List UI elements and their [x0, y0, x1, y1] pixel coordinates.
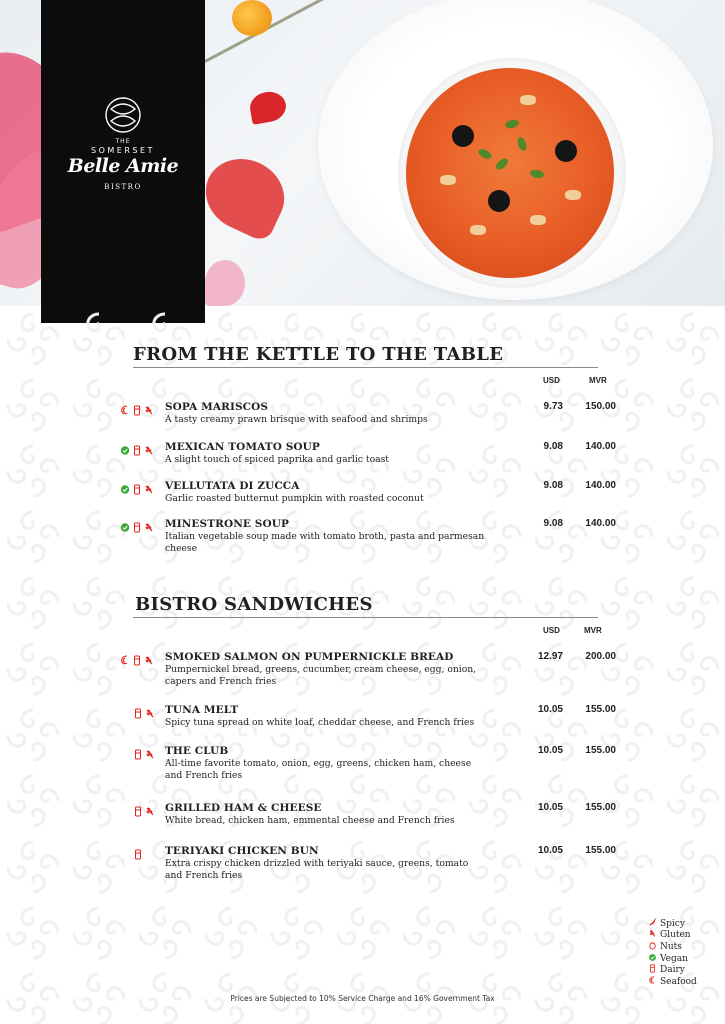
item-description: Extra crispy chicken drizzled with teriyaki sauce, greens, tomato and French fries	[165, 858, 469, 881]
legend-label: Gluten	[660, 930, 691, 941]
usd-price: 9.73	[543, 401, 563, 412]
dairy-icon	[132, 401, 142, 420]
mvr-header: MVR	[589, 376, 607, 385]
mvr-price: 155.00	[585, 745, 616, 756]
legend-item-dairy	[648, 964, 697, 976]
allergen-icons	[133, 704, 155, 723]
usd-price: 10.05	[537, 704, 563, 715]
mvr-price: 150.00	[585, 401, 616, 412]
dairy-icon	[133, 745, 143, 764]
allergen-icons	[120, 480, 154, 499]
allergen-icons	[133, 845, 143, 864]
dairy-icon	[133, 802, 143, 821]
item-name: TUNA MELT	[165, 704, 239, 716]
gluten-icon	[145, 745, 155, 764]
allergen-icons	[120, 441, 154, 460]
usd-header: USD	[543, 376, 560, 385]
legend-label: Spicy	[660, 918, 685, 929]
dairy-icon	[132, 441, 142, 460]
usd-price: 9.08	[543, 518, 563, 529]
legend-label: Seafood	[660, 976, 697, 987]
dairy-icon	[132, 518, 142, 537]
allergen-icons	[120, 401, 154, 420]
item-description: A tasty creamy prawn brisque with seafood and shrimps	[165, 414, 428, 425]
brand-bistro: BISTRO	[104, 183, 142, 191]
item-description: Spicy tuna spread on white loaf, cheddar cheese, and French fries	[165, 717, 475, 728]
item-name: MINESTRONE SOUP	[165, 518, 289, 530]
item-description: All-time favorite tomato, onion, egg, greens, chicken ham, cheese and French fries	[165, 758, 472, 781]
item-name: THE CLUB	[165, 745, 229, 757]
soup	[406, 68, 614, 278]
allergen-icons	[120, 651, 154, 670]
mvr-header: MVR	[584, 626, 602, 635]
pasta	[530, 215, 546, 225]
item-description: Garlic roasted butternut pumpkin with roasted coconut	[165, 493, 424, 504]
olive	[452, 125, 474, 147]
gluten-icon	[144, 480, 154, 499]
section-divider	[133, 617, 598, 618]
vegan-icon	[120, 441, 130, 460]
berry	[232, 0, 272, 36]
item-name: GRILLED HAM & CHEESE	[165, 802, 322, 814]
mvr-price: 140.00	[585, 441, 616, 452]
pasta	[440, 175, 456, 185]
pasta	[565, 190, 581, 200]
dairy-icon	[648, 964, 660, 976]
pasta	[520, 95, 536, 105]
mvr-price: 155.00	[585, 802, 616, 813]
brand-panel	[41, 0, 205, 323]
brand-name: Belle Amie	[67, 155, 179, 177]
legend-label: Vegan	[660, 953, 688, 964]
flower-petal	[248, 89, 289, 125]
usd-price: 10.05	[537, 745, 563, 756]
gluten-icon	[144, 441, 154, 460]
item-name: VELLUTATA DI ZUCCA	[165, 480, 300, 492]
nuts-icon	[648, 941, 660, 953]
brand-somerset: SOMERSET	[91, 146, 155, 155]
section-divider	[133, 367, 598, 368]
mvr-price: 155.00	[585, 704, 616, 715]
allergen-icons	[120, 518, 154, 537]
olive	[555, 140, 577, 162]
legend-label: Dairy	[660, 965, 685, 976]
dairy-icon	[133, 704, 143, 723]
item-description: A slight touch of spiced paprika and garlic toast	[165, 454, 389, 465]
legend-label: Nuts	[660, 941, 682, 952]
seafood-icon	[648, 976, 660, 988]
item-description: White bread, chicken ham, emmental cheese and French fries	[165, 815, 455, 826]
olive	[488, 190, 510, 212]
gluten-icon	[145, 704, 155, 723]
dairy-icon	[132, 651, 142, 670]
seafood-icon	[120, 651, 130, 670]
legend-item-seafood	[648, 976, 697, 988]
brand-logo-icon	[103, 95, 143, 135]
dairy-icon	[133, 845, 143, 864]
mvr-price: 155.00	[585, 845, 616, 856]
legend-item-spicy	[648, 918, 697, 930]
allergen-legend	[648, 918, 697, 988]
price-disclaimer: Prices are Subjected to 10% Service Charge and 16% Government Tax	[230, 994, 495, 1003]
item-name: SOPA MARISCOS	[165, 401, 269, 413]
flower-stem	[204, 0, 338, 63]
gluten-icon	[144, 401, 154, 420]
gluten-icon	[145, 802, 155, 821]
legend-item-vegan	[648, 953, 697, 965]
usd-price: 10.05	[537, 802, 563, 813]
item-name: SMOKED SALMON ON PUMPERNICKLE BREAD	[165, 651, 454, 663]
item-description: Pumpernickel bread, greens, cucumber, cream cheese, egg, onion, capers and French fries	[165, 664, 477, 687]
allergen-icons	[133, 745, 155, 764]
flower-petal	[205, 260, 245, 306]
item-name: MEXICAN TOMATO SOUP	[165, 441, 320, 453]
dairy-icon	[132, 480, 142, 499]
usd-price: 9.08	[543, 441, 563, 452]
mvr-price: 140.00	[585, 518, 616, 529]
spicy-icon	[648, 918, 660, 930]
mvr-price: 140.00	[585, 480, 616, 491]
usd-price: 12.97	[537, 651, 563, 662]
mvr-price: 200.00	[585, 651, 616, 662]
gluten-icon	[144, 651, 154, 670]
brand-the: THE	[115, 138, 131, 145]
flower-petal	[194, 146, 296, 243]
gluten-icon	[648, 929, 660, 941]
pasta	[470, 225, 486, 235]
legend-item-nuts	[648, 941, 697, 953]
usd-price: 9.08	[543, 480, 563, 491]
usd-price: 10.05	[537, 845, 563, 856]
gluten-icon	[144, 518, 154, 537]
item-name: TERIYAKI CHICKEN BUN	[165, 845, 319, 857]
vegan-icon	[120, 518, 130, 537]
item-description: Italian vegetable soup made with tomato broth, pasta and parmesan cheese	[165, 531, 485, 554]
vegan-icon	[120, 480, 130, 499]
usd-header: USD	[543, 626, 560, 635]
section-title: FROM THE KETTLE TO THE TABLE	[133, 344, 504, 365]
seafood-icon	[120, 401, 130, 420]
legend-item-gluten	[648, 930, 697, 942]
allergen-icons	[133, 802, 155, 821]
vegan-icon	[648, 953, 660, 965]
section-title: BISTRO SANDWICHES	[135, 594, 373, 615]
